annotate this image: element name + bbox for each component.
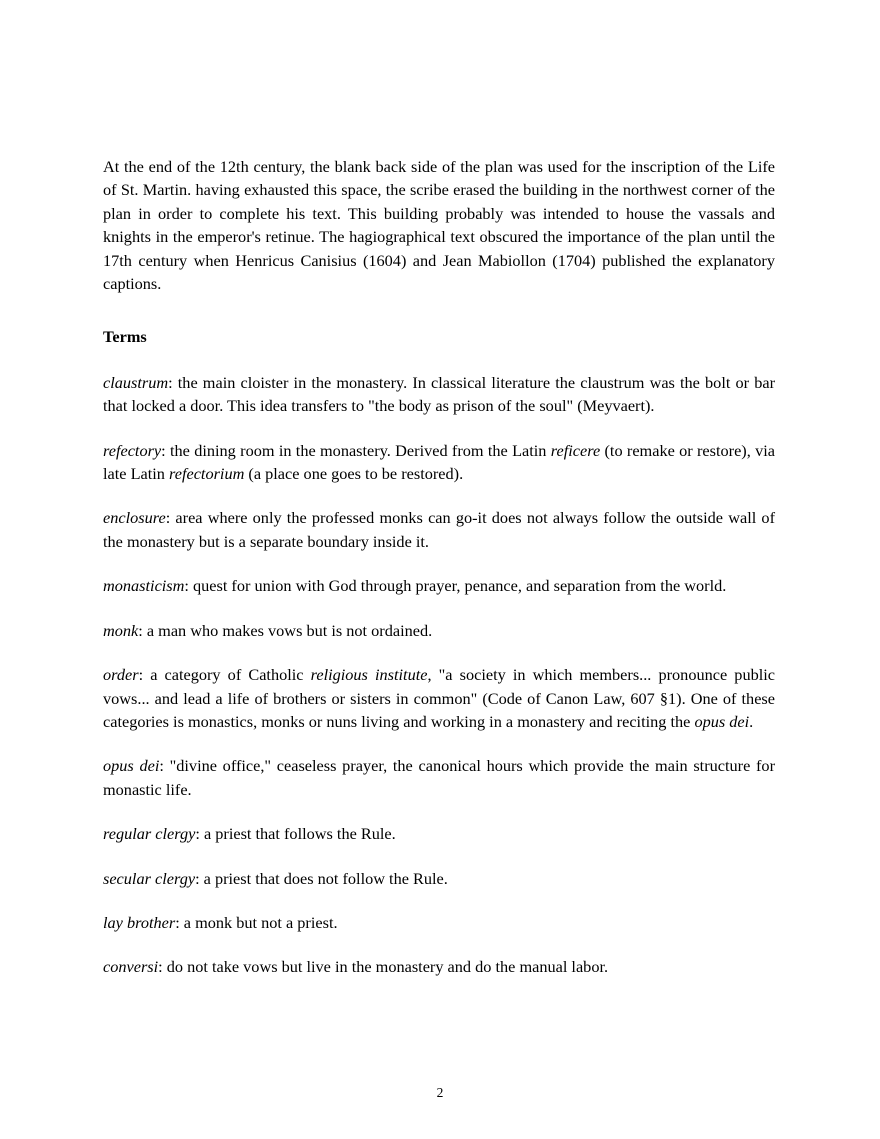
term-entry-opus-dei: [103, 754, 775, 801]
term-definition: : a monk but not a priest.: [175, 912, 338, 932]
term-label: monasticism: [103, 576, 185, 596]
term-label: enclosure: [103, 508, 166, 528]
term-entry-regular-clergy: [103, 822, 775, 845]
term-definition-italic-reficere: reficere: [550, 440, 601, 460]
spacer: [103, 295, 775, 325]
term-entry-claustrum: [103, 371, 775, 418]
page-content: [103, 155, 775, 979]
term-definition-italic-refectorium: refectorium: [169, 464, 245, 484]
term-definition-part3: (a place one goes to be restored).: [244, 464, 464, 484]
intro-paragraph: At the end of the 12th century, the blank back side of the plan was used for the inscription of the Life of St. Martin. having exhausted this space, the scribe erased the building in the northwest corner of the plan in order to complete his text. This building probably was intended to house the vassals and knights in the emperor's retinue. The hagiographical text obscured the importance of the plan until the 17th century when Henricus Canisius (1604) and Jean Mabiollon (1704) published the explanatory captions.: [103, 157, 775, 294]
term-definition-part2: , "a society in which members... pronounce public vows... and lead a life of brothers or sisters in common" (Code of Canon Law, 607 §1). One of these categories is monastics, monks or nuns living and working in a monastery and reciting the: [103, 665, 775, 731]
term-entry-enclosure: [103, 506, 775, 553]
term-definition: : do not take vows but live in the monastery and do the manual labor.: [158, 957, 609, 977]
term-entry-conversi: [103, 955, 775, 978]
page-number: 2: [436, 1085, 444, 1100]
term-label: conversi: [103, 957, 159, 977]
term-definition: : a priest that does not follow the Rule.: [195, 868, 448, 888]
term-definition: : the main cloister in the monastery. In classical literature the claustrum was the bolt or bar that locked a door. This idea transfers to "the body as prison of the soul" (Meyvaert).: [103, 372, 775, 416]
term-definition: : a man who makes vows but is not ordained.: [138, 620, 433, 640]
term-entry-refectory: [103, 439, 775, 486]
term-entry-secular-clergy: [103, 867, 775, 890]
term-entry-monasticism: [103, 574, 775, 597]
term-definition: : a priest that follows the Rule.: [195, 824, 396, 844]
term-label: refectory: [103, 440, 162, 460]
term-label: claustrum: [103, 372, 169, 392]
section-heading-terms: Terms: [103, 327, 147, 347]
term-entry-order: [103, 663, 775, 733]
term-entry-lay-brother: [103, 911, 775, 934]
term-definition-part1: : the dining room in the monastery. Derived from the Latin: [161, 440, 551, 460]
term-definition-part1: : a category of Catholic: [138, 665, 311, 685]
term-definition: : quest for union with God through prayer, penance, and separation from the world.: [184, 576, 727, 596]
term-definition-italic-opus-dei: opus dei: [694, 711, 750, 731]
term-label: regular clergy: [103, 824, 196, 844]
term-definition-part3: .: [749, 711, 754, 731]
term-label: monk: [103, 620, 139, 640]
term-label: secular clergy: [103, 868, 196, 888]
term-label: opus dei: [103, 756, 160, 776]
term-definition-italic-religious-institute: religious institute: [310, 665, 428, 685]
term-label: lay brother: [103, 912, 176, 932]
term-definition: : "divine office," ceaseless prayer, the canonical hours which provide the main structure for monastic life.: [103, 756, 775, 799]
spacer: [103, 349, 775, 371]
term-entry-monk: [103, 619, 775, 642]
term-definition-part2: (to remake or restore), via late Latin: [103, 440, 775, 484]
term-definition: : area where only the professed monks can go-it does not always follow the outside wall of the monastery but is a separate boundary inside it.: [103, 508, 775, 551]
term-label: order: [103, 665, 139, 685]
